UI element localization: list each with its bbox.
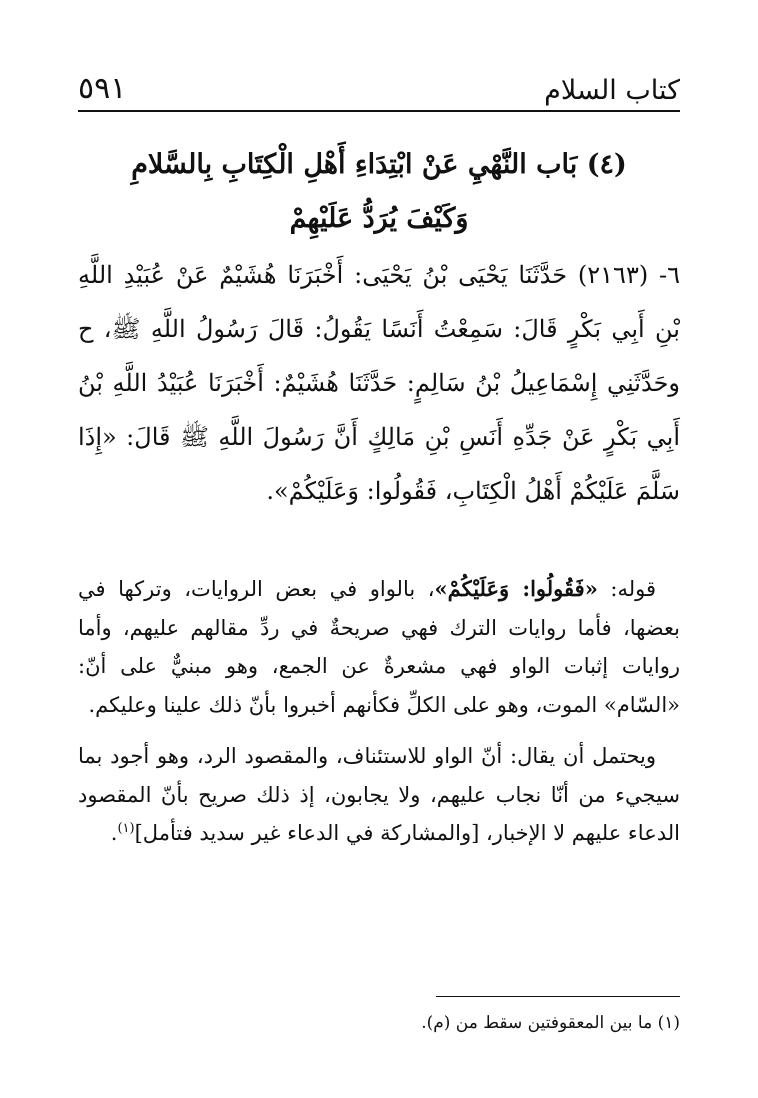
chapter-heading [78, 138, 680, 246]
page-number: ٥٩١ [78, 71, 127, 106]
footnote-divider [436, 996, 680, 997]
footnote: (١) ما بين المعقوفتين سقط من (م). [421, 1013, 680, 1033]
chapter-heading-line-2: وَكَيْفَ يُرَدُّ عَلَيْهِمْ [289, 203, 469, 234]
chapter-heading-line-1: (٤) بَاب النَّهْيِ عَنْ ابْتِدَاءِ أَهْلِ الْكِتَابِ بِالسَّلامِ [131, 149, 627, 180]
commentary-end: . [110, 821, 118, 845]
commentary-body-2: ويحتمل أن يقال: أنّ الواو للاستئناف، والمقصود الرد، وهو أجود بما سيجيء من أنّا نجاب عليهم، ولا يجابون، إذ ذلك صريح بأنّ المقصود الدعاء عليهم لا الإخبار، [والمشاركة في الدعاء غير سديد فتأمل] [78, 744, 680, 845]
commentary-quote: «فَقُولُوا: وَعَلَيْكُمْ» [434, 576, 598, 601]
footnote-marker: (١) [117, 821, 135, 836]
hadith-text: ٦- (٢١٦٣) حَدَّثَنَا يَحْيَى بْنُ يَحْيَى: أَخْبَرَنَا هُشَيْمٌ عَنْ عُبَيْدِ اللَّهِ بْنِ أَبِي بَكْرٍ قَالَ: سَمِعْتُ أَنَسًا يَقُولُ: قَالَ رَسُولُ اللَّهِ ﷺ، ح وحَدَّثَنِي إِسْمَاعِيلُ بْنُ سَالِمٍ: حَدَّثَنَا هُشَيْمٌ: أَخْبَرَنَا عُبَيْدُ اللَّهِ بْنُ أَبِي بَكْرٍ عَنْ جَدِّهِ أَنَسِ بْنِ مَالِكٍ أَنَّ رَسُولَ اللَّهِ ﷺ قَالَ: «إِذَا سَلَّمَ عَلَيْكُمْ أَهْلُ الْكِتَابِ، فَقُولُوا: وَعَلَيْكُمْ». [78, 261, 681, 505]
commentary-paragraph-2 [78, 737, 680, 853]
commentary-lead: قوله: [597, 577, 656, 601]
commentary-body-1: ، بالواو في بعض الروايات، وتركها في بعضها، فأما روايات الترك فهي صريحةٌ في ردِّ مقالهم عليهم، وأما روايات إثبات الواو فهي مشعرةٌ عن الجمع، وهو مبنيٌّ على أنّ: «السّام» الموت، وهو على الكلِّ فكأنهم أخبروا بأنّ ذلك علينا وعليكم. [78, 577, 680, 717]
commentary [78, 570, 680, 853]
running-header [78, 62, 680, 112]
running-title: كتاب السلام [544, 75, 680, 106]
commentary-paragraph-1 [78, 570, 680, 724]
